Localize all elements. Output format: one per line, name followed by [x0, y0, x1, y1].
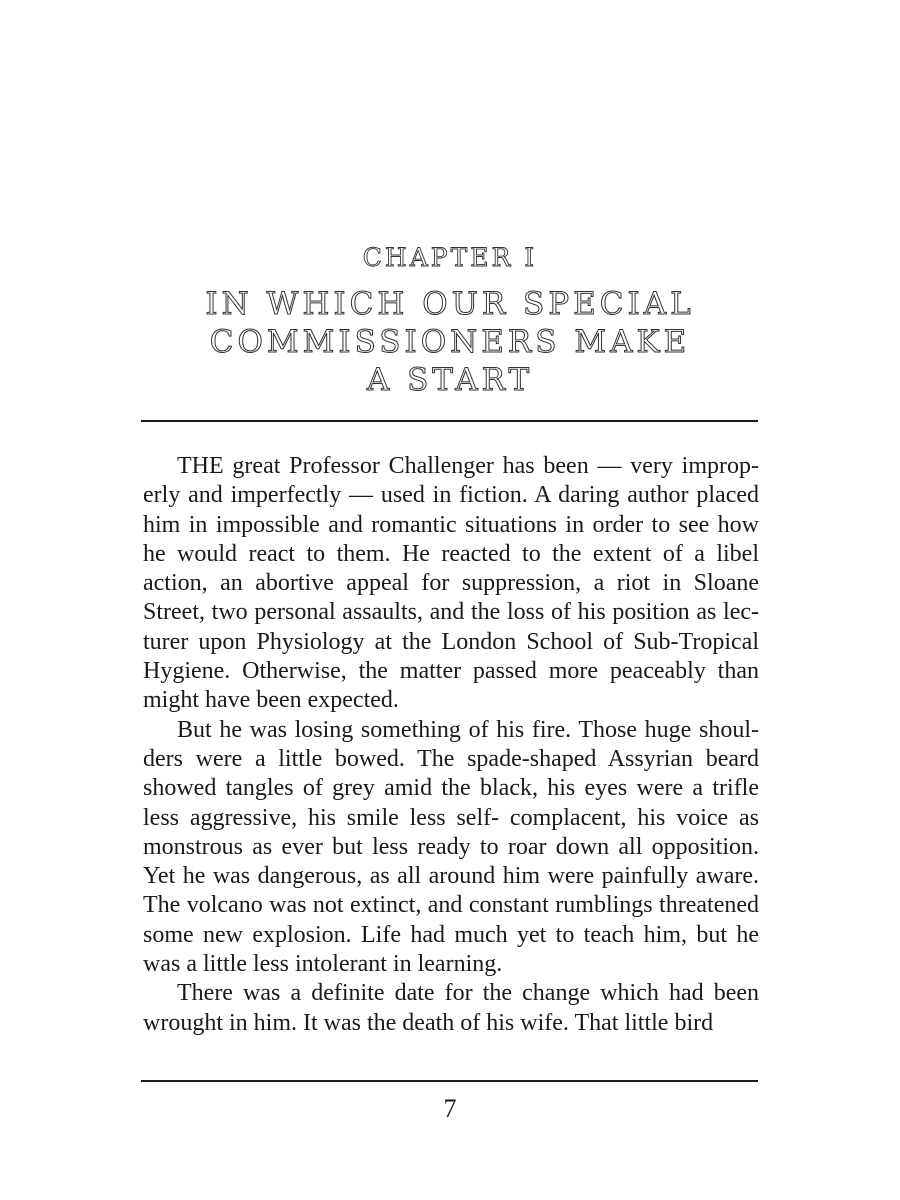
chapter-title — [150, 285, 750, 399]
chapter-title-line: COMMISSIONERS MAKE — [209, 324, 691, 360]
chapter-label: CHAPTER I — [362, 243, 538, 272]
chapter-title-line: IN WHICH OUR SPECIAL — [205, 286, 695, 322]
footer-divider — [141, 1080, 758, 1082]
body-text — [143, 452, 759, 1038]
header-divider — [141, 420, 758, 422]
page-number: 7 — [443, 1094, 457, 1123]
paragraph: But he was losing something of his fire. Those huge shoulders were a little bowed. The spade-shaped Assyrian beard showed tangles of grey amid the black, his eyes were a trifle less aggressive, his smile less self- complacent, his voice as monstrous as ever but less ready to roar down all opposition. Yet he was dangerous, as all around him were painfully aware. The volcano was not extinct, and constant rumblings threatened some new explosion. Life had much yet to teach him, but he was a little less intolerant in learning. — [143, 716, 759, 978]
chapter-title-line: A START — [366, 362, 534, 398]
paragraph: There was a definite date for the change which had been wrought in him. It was the death of his wife. That little bird — [143, 980, 759, 1036]
paragraph: THE great Professor Challenger has been — very improperly and imperfectly — used in fiction. A daring author placed him in impossible and romantic situations in order to see how he would react to them. He reacted to the extent of a libel action, an abortive appeal for suppression, a riot in Sloane Street, two personal assaults, and the loss of his position as lecturer upon Physiology at the London School of Sub-Tropical Hygiene. Otherwise, the matter passed more peaceably than might have been expected. — [143, 453, 759, 714]
